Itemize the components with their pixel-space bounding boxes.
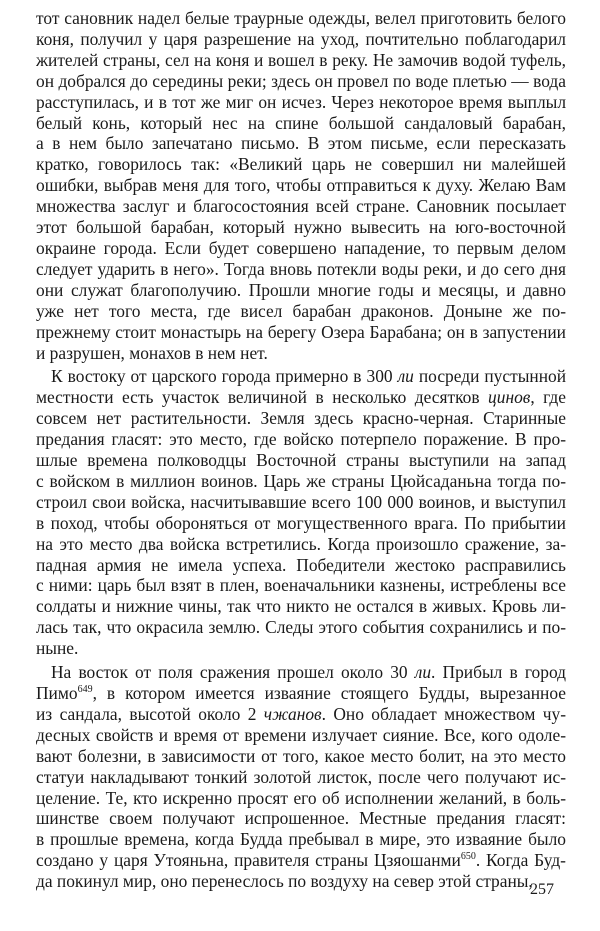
text-segment: целение. Те, кто искренно просят его об исполнении желаний, в боль- [36, 787, 566, 808]
footnote-marker[interactable]: 650 [460, 851, 476, 863]
text-line [36, 29, 566, 50]
text-segment: статуи накладывают тонкий золотой листок, после чего получают ис- [36, 766, 566, 787]
text-segment: шлые времена полководцы Восточной страны выступили на запад [36, 450, 566, 471]
text-segment: падная армия не имела успеха. Победители жестоко расправились [36, 554, 566, 575]
text-line [36, 662, 566, 683]
text-segment: ли [414, 662, 432, 683]
text-segment: Пимо [36, 683, 78, 703]
text-line [36, 343, 566, 364]
text-segment: К востоку от царского города примерно в 300 [51, 366, 398, 387]
text-segment: строил свои войска, насчитывавшие всего 100 000 воинов, и выступил [36, 491, 566, 512]
text-segment: вают болезни, в зависимости от того, какое место болит, на это место [36, 745, 566, 766]
text-segment: лась так, что окрасила землю. Следы этого события сохранились и по- [36, 617, 566, 638]
text-segment: да покинул мир, оно перенеслось по воздуху на север этой страны, [36, 871, 533, 892]
text-segment: . Прибыл в город [431, 662, 566, 683]
text-segment: и разрушен, монахов в нем нет. [36, 342, 268, 363]
paragraph [36, 366, 566, 659]
text-segment: создано у царя Утояньна, правителя страны Цзяошанми [36, 850, 461, 871]
text-segment: посреди пустынной [413, 366, 566, 387]
text-line [36, 113, 566, 134]
text-line [36, 238, 566, 259]
text-segment: с ними: царь был взят в плен, военачальники казнены, истреблены все [36, 575, 566, 596]
text-line [36, 596, 566, 617]
text-line [36, 638, 566, 659]
text-segment: солдаты и нижние чины, так что никто не остался в живых. Кровь ли- [36, 596, 566, 617]
text-segment: на это место два войска встретились. Когда произошло сражение, за- [36, 533, 566, 554]
text-line [36, 175, 566, 196]
text-segment: этот большой барабан, который нужно вывесить на юго-восточной [36, 217, 566, 238]
text-segment: местности есть участок величиной в несколько десятков [36, 387, 489, 408]
text-segment: белый конь, который нес на спине большой сандаловый барабан, [36, 112, 566, 133]
text-segment: десных свойств и время от времени излучает сияние. Все, кого одоле- [36, 724, 566, 745]
text-line [36, 92, 566, 113]
text-line [36, 767, 566, 788]
text-line [36, 71, 566, 92]
text-line [36, 301, 566, 322]
body-text [36, 8, 566, 892]
text-line [36, 575, 566, 596]
text-segment: ли [397, 366, 414, 387]
text-line [36, 50, 566, 71]
text-segment: ошибки, выбрав меня для того, чтобы отправиться к духу. Желаю Вам [36, 175, 566, 196]
text-segment: . Оно обладает множеством чу- [321, 703, 566, 724]
text-segment: ныне. [36, 638, 79, 659]
text-segment: в поход, чтобы обороняться от могущественного врага. По прибытии [36, 512, 566, 533]
text-line [36, 366, 566, 387]
text-line [36, 746, 566, 767]
text-segment: множества заслуг и благосостояния всей стране. Сановник посылает [36, 196, 566, 217]
text-segment: цинов [488, 387, 531, 408]
text-line [36, 492, 566, 513]
text-segment: они служат благополучию. Прошли многие годы и месяцы, и давно [36, 279, 566, 300]
text-line [36, 408, 566, 429]
text-segment: совсем нет растительности. Земля здесь красно-черная. Старинные [36, 408, 566, 429]
text-line [36, 683, 566, 704]
text-line [36, 154, 566, 175]
text-segment: уже нет того места, где висел барабан драконов. Доныне же по- [36, 300, 566, 321]
footnote-marker[interactable]: 649 [77, 684, 93, 696]
text-segment: , где [530, 387, 566, 408]
text-line [36, 725, 566, 746]
text-segment: он добрался до середины реки; здесь он провел по воде плетью — вода [36, 70, 566, 91]
text-line [36, 555, 566, 576]
page-number: 257 [530, 881, 554, 898]
text-segment: предания гласят: это место, где войско потерпело поражение. В про- [36, 429, 566, 450]
text-segment: а в нем было запечатано письмо. В этом письме, если пересказать [36, 133, 566, 154]
text-line [36, 8, 566, 29]
text-line [36, 387, 566, 408]
text-segment: . Когда Буд- [475, 850, 566, 871]
text-segment: расступилась, и в тот же миг он исчез. Через некоторое время выплыл [36, 91, 566, 112]
paragraph [36, 662, 566, 892]
text-line [36, 788, 566, 809]
text-line [36, 450, 566, 471]
text-segment: кратко, говорилось так: «Великий царь не совершил ни малейшей [36, 154, 566, 175]
text-line [36, 829, 566, 850]
text-segment: , в котором имеется изваяние стоящего Будды, вырезанное [92, 683, 566, 703]
text-segment: шинстве своем получают испрошенное. Местные предания гласят: [36, 808, 566, 829]
text-segment: жителей страны, сел на коня и вошел в реку. Не замочив водой туфель, [36, 49, 566, 70]
text-line [36, 850, 566, 871]
text-segment: окраине города. Если будет совершено нападение, то первым делом [36, 237, 566, 258]
text-line [36, 196, 566, 217]
text-segment: коня, получил у царя разрешение на уход, почтительно поблагодарил [36, 28, 566, 49]
text-segment: прежнему стоит монастырь на берегу Озера Барабана; он в запустении [36, 321, 566, 342]
text-segment: из сандала, высотой около 2 [36, 703, 264, 724]
text-line [36, 704, 566, 725]
text-line [36, 471, 566, 492]
text-line [36, 808, 566, 829]
text-segment: с войском в миллион воинов. Царь же страны Цюйсаданьна тогда по- [36, 470, 566, 491]
text-segment: следует ударить в него». Тогда вновь потекли воды реки, и до сего дня [36, 258, 566, 279]
text-segment: чжанов [263, 703, 322, 724]
text-line [36, 217, 566, 238]
text-line [36, 513, 566, 534]
text-segment: в прошлые времена, когда Будда пребывал в мире, это изваяние было [36, 829, 566, 850]
text-line [36, 534, 566, 555]
text-segment: тот сановник надел белые траурные одежды, велел приготовить белого [36, 8, 566, 28]
text-line [36, 429, 566, 450]
text-line [36, 617, 566, 638]
text-line [36, 259, 566, 280]
text-line [36, 871, 566, 892]
text-line [36, 280, 566, 301]
paragraph [36, 8, 566, 363]
text-line [36, 322, 566, 343]
text-line [36, 133, 566, 154]
text-segment: На восток от поля сражения прошел около 30 [51, 662, 415, 683]
